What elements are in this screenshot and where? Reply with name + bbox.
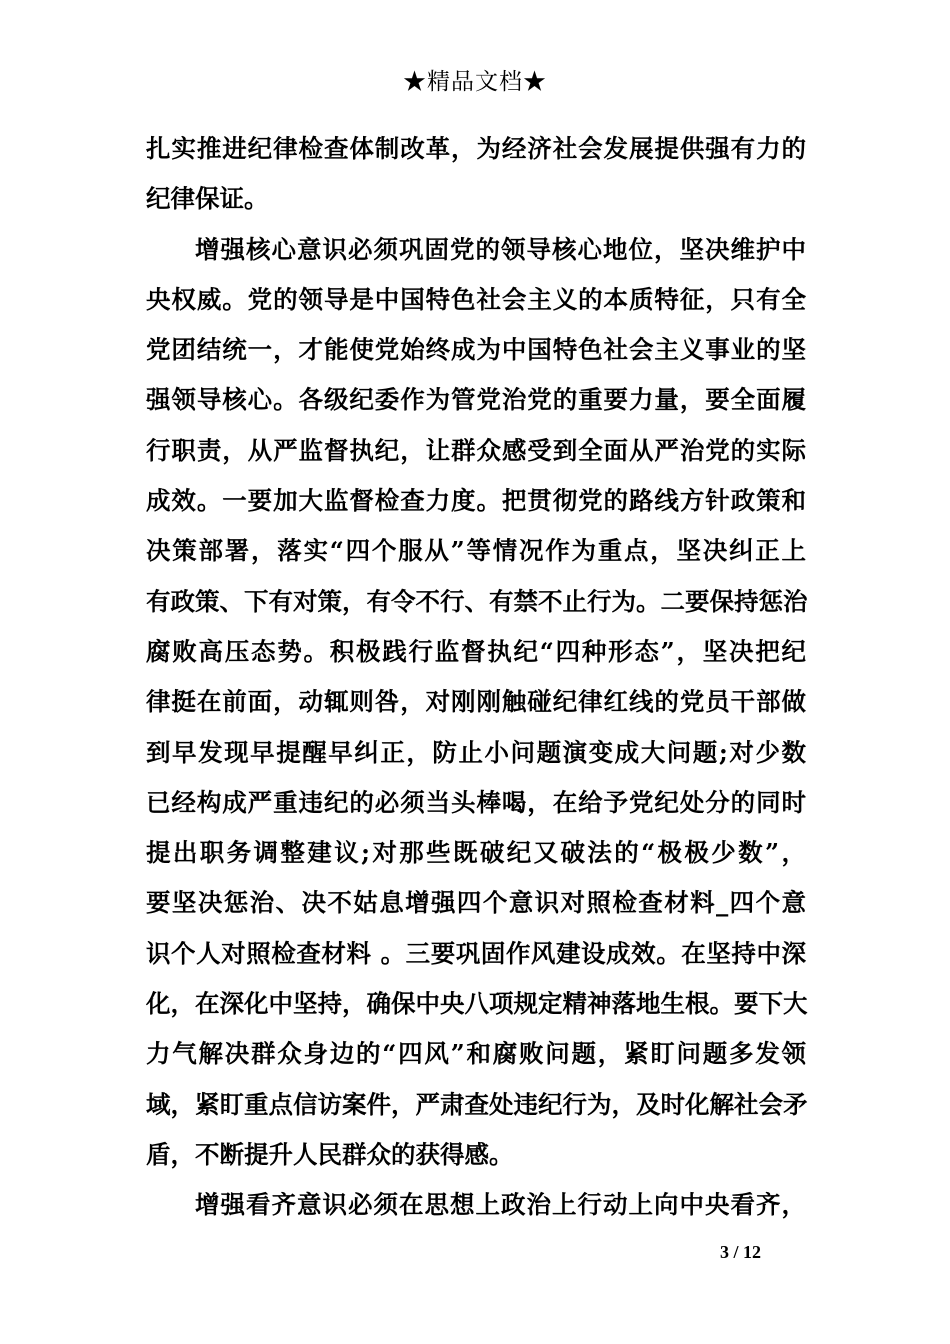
text-line: 增强看齐意识必须在思想上政治上行动上向中央看齐，	[195, 1190, 806, 1220]
text-line: 腐败高压态势。积极践行监督执纪“四种形态”，坚决把纪	[146, 636, 806, 666]
page-header: ★精品文档★	[403, 69, 547, 95]
page-number: 3 / 12	[720, 1242, 762, 1262]
text-line: 力气解决群众身边的“四风”和腐败问题，紧盯问题多发领	[146, 1039, 806, 1069]
text-line: 要坚决惩治、决不姑息增强四个意识对照检查材料_四个意	[146, 888, 806, 918]
text-line: 扎实推进纪律检查体制改革，为经济社会发展提供强有力的	[146, 134, 806, 163]
text-line: 识个人对照检查材料 。三要巩固作风建设成效。在坚持中深	[146, 938, 806, 968]
text-line: 盾，不断提升人民群众的获得感。	[146, 1139, 514, 1169]
text-line: 强领导核心。各级纪委作为管党治党的重要力量，要全面履	[146, 385, 806, 415]
text-line: 提出职务调整建议;对那些既破纪又破法的“极极少数”，	[146, 838, 806, 868]
text-line: 央权威。党的领导是中国特色社会主义的本质特征，只有全	[146, 284, 806, 314]
text-line: 增强核心意识必须巩固党的领导核心地位，坚决维护中	[195, 234, 806, 264]
text-line: 有政策、下有对策，有令不行、有禁不止行为。二要保持惩治	[146, 586, 808, 616]
text-line: 行职责，从严监督执纪，让群众感受到全面从严治党的实际	[146, 435, 806, 465]
text-line: 党团结统一，才能使党始终成为中国特色社会主义事业的坚	[146, 335, 806, 365]
text-line: 成效。一要加大监督检查力度。把贯彻党的路线方针政策和	[146, 486, 806, 516]
text-line: 律挺在前面，动辄则咎，对刚刚触碰纪律红线的党员干部做	[146, 687, 806, 717]
document-body	[146, 124, 806, 1231]
text-line: 到早发现早提醒早纠正，防止小问题演变成大问题;对少数	[146, 737, 806, 767]
text-line: 化，在深化中坚持，确保中央八项规定精神落地生根。要下大	[146, 989, 808, 1019]
text-line: 纪律保证。	[146, 184, 269, 214]
text-line: 已经构成严重违纪的必须当头棒喝，在给予党纪处分的同时	[146, 787, 806, 817]
text-line: 域，紧盯重点信访案件，严肃查处违纪行为，及时化解社会矛	[146, 1089, 808, 1119]
text-line: 决策部署，落实“四个服从”等情况作为重点，坚决纠正上	[146, 536, 806, 566]
